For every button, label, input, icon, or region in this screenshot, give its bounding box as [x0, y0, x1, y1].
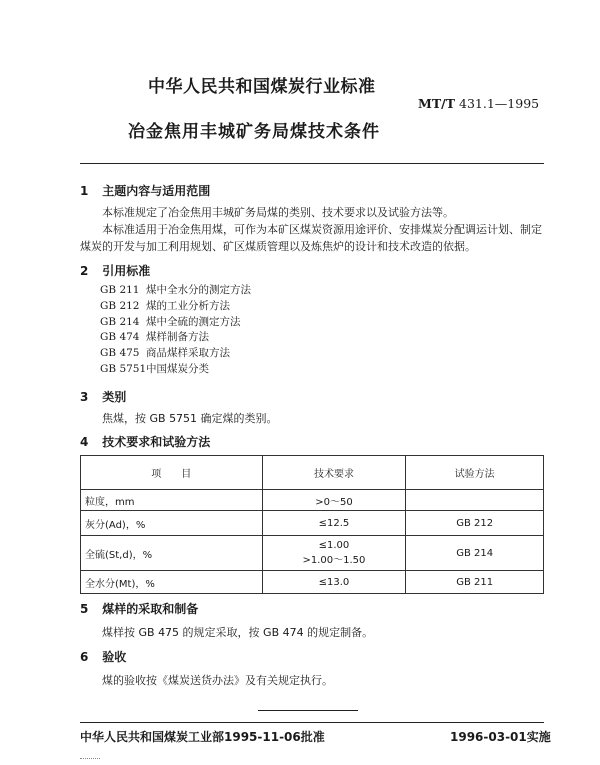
cell-requirement: ≤13.0 [262, 571, 406, 594]
reference-item [100, 315, 251, 331]
table-header-row [81, 456, 544, 490]
section-title: 主题内容与适用范围 [102, 184, 211, 198]
section-number: 1 [80, 184, 89, 198]
ref-code: GB 212 [100, 299, 140, 312]
standard-code: 431.1—1995 [459, 96, 540, 111]
section-6-heading [80, 648, 126, 665]
cell-item: 全硫(St,d)，% [81, 536, 263, 571]
paragraph: 本标准规定了冶金焦用丰城矿务局煤的类别、技术要求以及试验方法等。 [102, 206, 454, 219]
section-number: 2 [80, 264, 89, 278]
ref-code: GB 5751 [100, 362, 147, 375]
section-6-body [80, 672, 550, 689]
table-row [81, 571, 544, 594]
section-3-body [80, 410, 550, 427]
section-5-body [80, 624, 550, 641]
footer-rule [80, 722, 544, 723]
cell-test-method: GB 211 [406, 571, 544, 594]
section-1-heading [80, 182, 210, 199]
standard-number [418, 96, 539, 111]
section-2-heading [80, 262, 150, 279]
section-title: 验收 [102, 650, 127, 664]
cell-requirement: >0～50 [262, 490, 406, 511]
top-rule [80, 163, 544, 164]
table-row [81, 511, 544, 536]
section-title: 引用标准 [102, 264, 151, 278]
ref-code: GB 474 [100, 331, 140, 344]
reference-item [100, 299, 251, 315]
paragraph: 焦煤，按 GB 5751 确定煤的类别。 [102, 412, 278, 425]
requirement-line-1: ≤1.00 [318, 540, 350, 551]
requirements-table [80, 455, 544, 594]
header-test-method: 试验方法 [406, 456, 544, 490]
reference-list [100, 283, 251, 378]
section-number: 6 [80, 650, 89, 664]
reference-item [100, 362, 251, 378]
header-item: 项 目 [81, 456, 263, 490]
ref-name: 煤的工业分析方法 [146, 299, 230, 312]
reference-item [100, 346, 251, 362]
section-3-heading [80, 388, 126, 405]
cell-requirement: ≤12.5 [262, 511, 406, 536]
reference-item [100, 283, 251, 299]
section-5-heading [80, 600, 198, 617]
org-title: 中华人民共和国煤炭行业标准 [148, 77, 376, 97]
section-1-body [80, 204, 550, 255]
section-number: 5 [80, 602, 89, 616]
paragraph: 本标准适用于冶金焦用煤，可作为本矿区煤炭资源用途评价、安排煤炭分配调运计划、制定煤炭的开发与加工利用规划、矿区煤质管理以及炼焦炉的设计和技术改造的依据。 [80, 223, 542, 253]
cell-test-method: GB 214 [406, 536, 544, 571]
section-title: 技术要求和试验方法 [102, 435, 211, 449]
section-title: 类别 [102, 390, 127, 404]
ref-code: GB 475 [100, 347, 140, 360]
effective-date: 1996-03-01实施 [450, 730, 551, 744]
ref-name: 中国煤炭分类 [146, 362, 209, 375]
ref-code: GB 211 [100, 284, 140, 296]
section-4-heading [80, 433, 210, 450]
standard-prefix: MT/T [418, 96, 456, 111]
cell-item: 粒度，mm [81, 490, 263, 511]
paragraph: 煤的验收按《煤炭送货办法》及有关规定执行。 [102, 674, 333, 687]
end-rule [258, 710, 358, 711]
document-title: 冶金焦用丰城矿务局煤技术条件 [128, 122, 380, 142]
cell-requirement [262, 536, 406, 571]
section-number: 4 [80, 435, 89, 449]
requirement-line-2: >1.00～1.50 [302, 555, 366, 566]
table-row [81, 490, 544, 511]
reference-item [100, 330, 251, 346]
cell-item: 灰分(Ad)，% [81, 511, 263, 536]
cell-test-method: GB 212 [406, 511, 544, 536]
ref-code: GB 214 [100, 315, 140, 328]
ref-name: 煤样制备方法 [146, 331, 209, 344]
cell-test-method [406, 490, 544, 511]
cell-item: 全水分(Mt)，% [81, 571, 263, 594]
approval-line: 中华人民共和国煤炭工业部1995-11-06批准 [80, 730, 325, 744]
page-mark [80, 758, 100, 759]
paragraph: 煤样按 GB 475 的规定采取，按 GB 474 的规定制备。 [102, 626, 374, 639]
ref-name: 煤中全硫的测定方法 [146, 315, 241, 328]
table-row [81, 536, 544, 571]
section-title: 煤样的采取和制备 [102, 602, 199, 616]
ref-name: 煤中全水分的测定方法 [146, 284, 251, 296]
section-number: 3 [80, 390, 89, 404]
header-requirement: 技术要求 [262, 456, 406, 490]
ref-name: 商品煤样采取方法 [146, 347, 230, 360]
